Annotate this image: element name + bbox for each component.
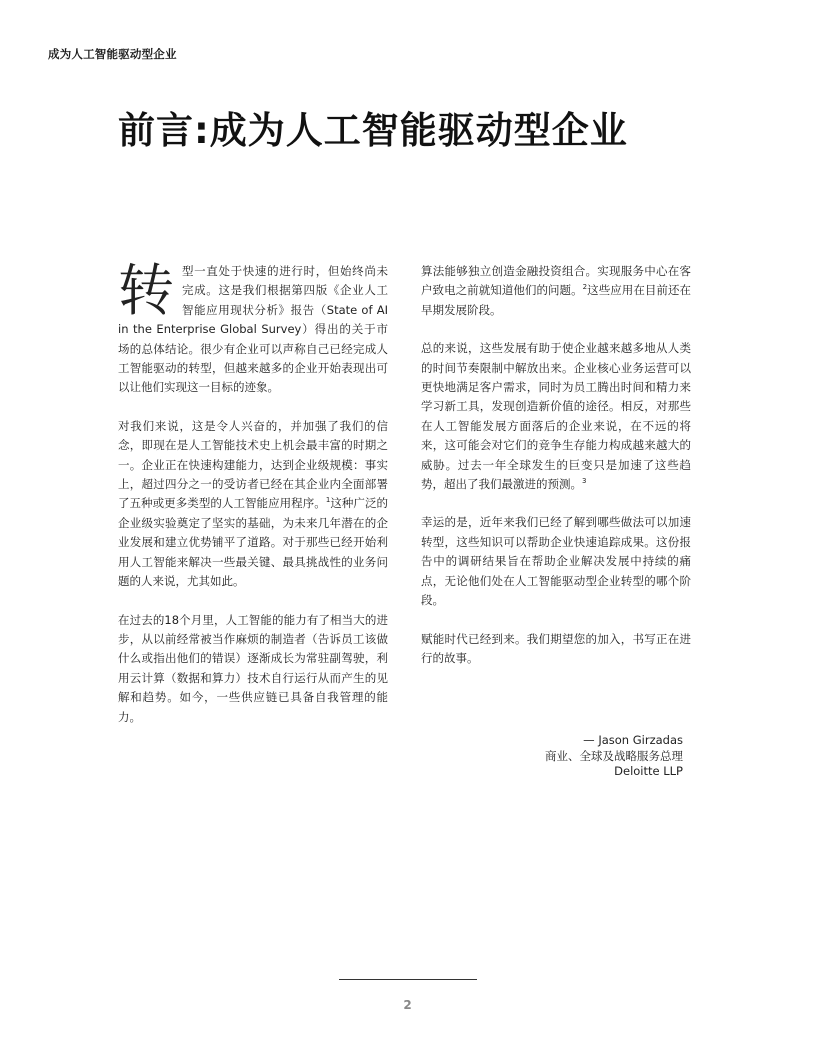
paragraph-4 [421,262,691,320]
left-column [118,259,389,746]
signature-role: 商业、全球及战略服务总理 [545,748,683,763]
footnote-ref-2: 2 [582,283,588,292]
paragraph-5 [421,339,691,494]
running-header: 成为人工智能驱动型企业 [48,47,177,61]
paragraph-1-text: 型一直处于快速的进行时，但始终尚未完成。这是我们根据第四版《企业人工智能应用现状分析》报告（State of AI in the Enterprise Global Survey）得出的关于市场的总体结论。很少有企业可以声称自己已经完成人工智能驱动的转型，但越来越多的企业开始表现出可以让他们实现这一目标的迹象。 [118,264,388,395]
paragraph-1 [118,259,388,398]
right-column [421,262,691,687]
paragraph-6: 幸运的是，近年来我们已经了解到哪些做法可以加速转型，这些知识可以帮助企业快速追踪成果。这份报告中的调研结果旨在帮助企业解决发展中持续的痛点，无论他们处在人工智能驱动型企业转型的哪个阶段。 [421,515,691,608]
paragraph-4-text-b: 这些应用在目前还在早期发展阶段。 [421,283,692,317]
paragraph-7: 赋能时代已经到来。我们期望您的加入，书写正在进行的故事。 [421,631,691,665]
signature-block [545,733,683,780]
page-number: 2 [403,998,412,1012]
paragraph-3: 在过去的18个月里，人工智能的能力有了相当大的进步，从以前经常被当作麻烦的制造者（告诉员工该做什么或指出他们的错误）逐渐成长为常驻副驾驶，利用云计算（数据和算力）技术自行运行从而产生的见解和趋势。如今，一些供应链已具备自我管理的能力。 [118,612,388,724]
footnote-ref-1: 1 [325,496,331,505]
signature-company: Deloitte LLP [614,764,683,778]
drop-cap: 转 [118,259,174,324]
signature-name: — Jason Girzadas [583,733,683,747]
footer-divider [339,979,477,980]
footnote-ref-3: 3 [582,477,587,486]
paragraph-2-text-b: 这种广泛的企业级实验奠定了坚实的基础，为未来几年潜在的企业发展和建立优势铺平了道路。对于那些已经开始利用人工智能来解决一些最关键、最具挑战性的业务问题的人来说，尤其如此。 [118,496,389,589]
paragraph-4-text-a: 算法能够独立创造金融投资组合。实现服务中心在客户致电之前就知道他们的问题。 [421,264,691,298]
page-title: 前言:成为人工智能驱动型企业 [118,109,628,152]
paragraph-5-text: 总的来说，这些发展有助于使企业越来越多地从人类的时间节奏限制中解放出来。企业核心业务运营可以更快地满足客户需求，同时为员工腾出时间和精力来学习新工具，发现创造新价值的途径。相反，对那些在人工智能发展方面落后的企业来说，在不远的将来，这可能会对它们的竞争生存能力构成越来越大的威胁。过去一年全球发生的巨变只是加速了这些趋势，超出了我们最激进的预测。 [421,341,691,492]
paragraph-2 [118,417,388,592]
paragraph-2-text-a: 对我们来说，这是令人兴奋的，并加强了我们的信念，即现在是人工智能技术史上机会最丰富的时期之一。企业正在快速构建能力，达到企业级规模：事实上，超过四分之一的受访者已经在其企业内全面部署了五种或更多类型的人工智能应用程序。 [118,418,388,511]
